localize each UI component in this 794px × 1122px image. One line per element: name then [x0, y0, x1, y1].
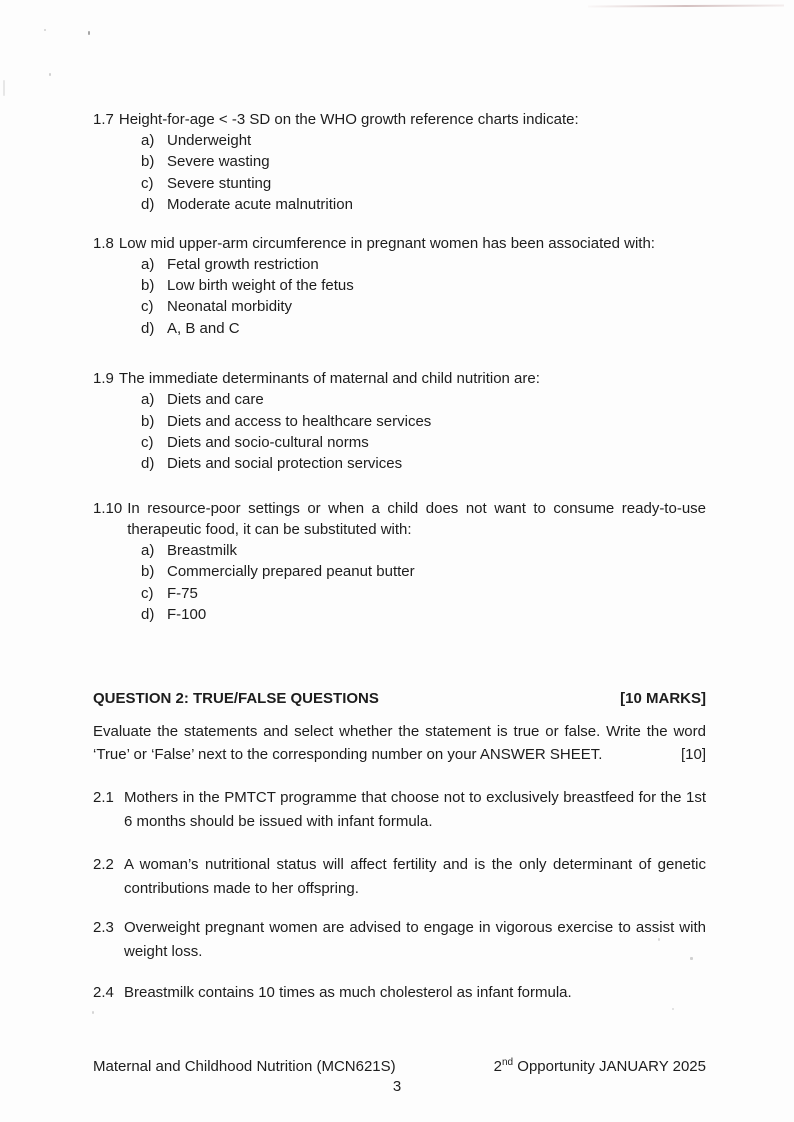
option-a	[141, 254, 706, 275]
option-text: Fetal growth restriction	[167, 255, 319, 273]
statement-2-2	[93, 853, 706, 901]
statement-text: A woman’s nutritional status will affect fertility and is the only determinant of genetic contributions made to her offspring.	[124, 855, 706, 897]
statement-number: 2.1	[93, 788, 114, 806]
statement-number: 2.4	[93, 983, 114, 1001]
page-number: 3	[392, 1078, 402, 1095]
question-line	[93, 368, 706, 389]
option-c	[141, 173, 706, 194]
statement-2-3	[93, 916, 706, 964]
option-text: Moderate acute malnutrition	[167, 196, 353, 214]
option-text: Severe stunting	[167, 174, 272, 192]
option-letter: d)	[141, 196, 155, 214]
option-d	[141, 318, 706, 339]
option-text: Diets and socio-cultural norms	[167, 434, 369, 452]
question-number: 1.10	[93, 499, 123, 517]
option-d	[141, 453, 706, 474]
option-b	[141, 275, 706, 296]
scan-artifact-speck	[3, 80, 5, 96]
question-text: In resource-poor settings or when a child does not want to consume ready-to-use therapeutic food, it can be substituted with:	[127, 499, 706, 538]
page-footer	[93, 1057, 706, 1077]
option-text: Breastmilk	[167, 541, 238, 559]
statement-text: Breastmilk contains 10 times as much cholesterol as infant formula.	[124, 983, 572, 1001]
option-letter: d)	[141, 319, 155, 337]
footer-opportunity-sup: nd	[501, 1057, 514, 1068]
option-letter: c)	[141, 434, 154, 452]
options-list	[141, 389, 706, 475]
section2-header	[93, 688, 706, 709]
option-letter: c)	[141, 174, 154, 192]
footer-opportunity	[494, 1057, 706, 1077]
option-letter: c)	[141, 584, 154, 602]
option-c	[141, 432, 706, 453]
option-a	[141, 540, 706, 561]
option-letter: a)	[141, 255, 155, 273]
scan-artifact-line	[588, 4, 784, 7]
options-list	[141, 540, 706, 626]
option-text: Severe wasting	[167, 153, 270, 171]
option-b	[141, 411, 706, 432]
option-b	[141, 561, 706, 582]
question-text: Height-for-age < -3 SD on the WHO growth reference charts indicate:	[118, 111, 579, 128]
option-letter: a)	[141, 541, 155, 559]
question-1-7	[93, 109, 706, 216]
scan-artifact-speck	[88, 31, 90, 35]
question-number: 1.7	[93, 111, 114, 128]
option-text: Diets and care	[167, 391, 264, 409]
scan-artifact-speck	[44, 29, 46, 31]
statement-number: 2.3	[93, 918, 114, 936]
scan-artifact-speck	[49, 73, 51, 76]
question-line	[93, 233, 706, 254]
option-letter: a)	[141, 391, 155, 409]
option-text: F-75	[167, 584, 198, 602]
instructions-marks: [10]	[675, 743, 706, 767]
question-text: Low mid upper-arm circumference in pregnant women has been associated with:	[118, 234, 655, 252]
question-line	[93, 498, 706, 540]
option-c	[141, 296, 706, 317]
option-letter: b)	[141, 153, 155, 171]
option-text: Diets and social protection services	[167, 455, 403, 473]
scan-artifact-speck	[92, 1011, 94, 1014]
statement-2-1	[93, 786, 706, 834]
option-letter: c)	[141, 298, 154, 316]
option-text: Neonatal morbidity	[167, 298, 293, 316]
option-text: Underweight	[167, 132, 252, 149]
option-text: F-100	[167, 606, 207, 624]
option-a	[141, 389, 706, 410]
question-1-10	[93, 498, 706, 626]
section2-instructions	[93, 720, 706, 767]
option-b	[141, 151, 706, 172]
option-text: Low birth weight of the fetus	[167, 277, 354, 295]
option-letter: a)	[141, 132, 155, 149]
statement-2-4	[93, 981, 706, 1005]
question-number: 1.9	[93, 370, 114, 388]
options-list	[141, 130, 706, 216]
option-letter: b)	[141, 563, 155, 581]
question-text: The immediate determinants of maternal and child nutrition are:	[118, 370, 540, 388]
option-text: Commercially prepared peanut butter	[167, 563, 415, 581]
option-letter: b)	[141, 277, 155, 295]
option-letter: d)	[141, 606, 155, 624]
statement-text: Mothers in the PMTCT programme that choose not to exclusively breastfeed for the 1st 6 months should be issued with infant formula.	[124, 788, 706, 830]
option-d	[141, 604, 706, 625]
footer-opportunity-num: 2	[493, 1058, 502, 1075]
option-c	[141, 583, 706, 604]
question-line	[93, 109, 706, 130]
option-text: A, B and C	[167, 319, 240, 337]
option-a	[141, 130, 706, 151]
option-letter: b)	[141, 412, 155, 430]
option-letter: d)	[141, 455, 155, 473]
scan-artifact-speck	[672, 1008, 674, 1010]
footer-course: Maternal and Childhood Nutrition (MCN621S)	[93, 1058, 396, 1075]
options-list	[141, 254, 706, 340]
section2-marks: [10 MARKS]	[620, 689, 706, 707]
question-1-8	[93, 233, 706, 340]
page-content	[93, 109, 706, 1005]
statement-number: 2.2	[93, 855, 114, 873]
question-1-9	[93, 368, 706, 475]
question-number: 1.8	[93, 234, 114, 252]
option-text: Diets and access to healthcare services	[167, 412, 432, 430]
section2-title: QUESTION 2: TRUE/FALSE QUESTIONS	[93, 689, 379, 707]
footer-opportunity-text: Opportunity JANUARY 2025	[513, 1058, 706, 1075]
statement-text: Overweight pregnant women are advised to engage in vigorous exercise to assist with weight loss.	[124, 918, 706, 960]
option-d	[141, 194, 706, 215]
instructions-text: Evaluate the statements and select whether the statement is true or false. Write the word ‘True’ or ‘False’ next to the corresponding number on your ANSWER SHEET.	[93, 722, 706, 763]
